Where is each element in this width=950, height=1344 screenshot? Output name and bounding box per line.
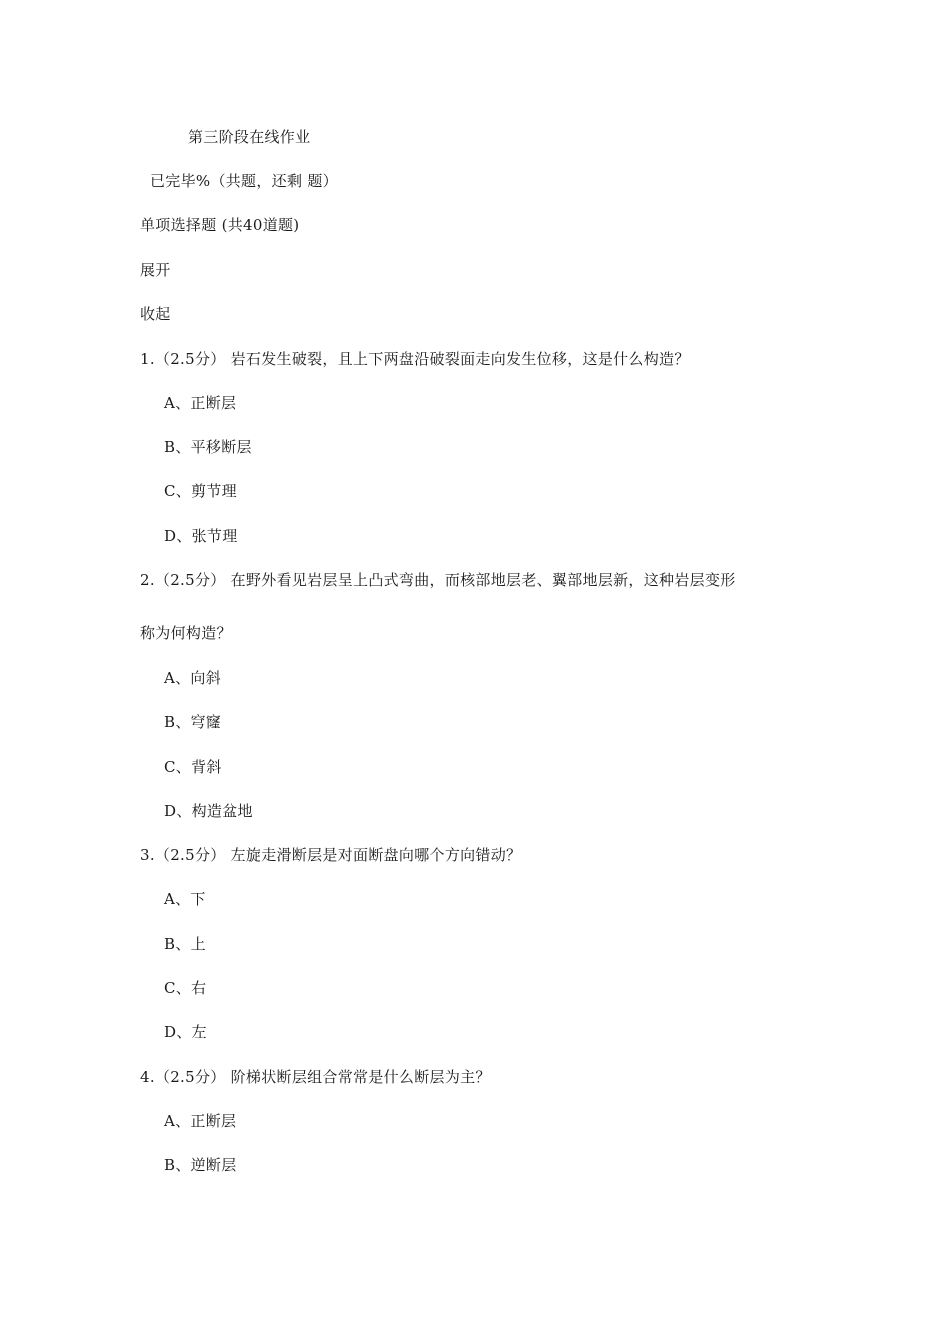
question-4-text: 4.（2.5分） 阶梯状断层组合常常是什么断层为主？ <box>140 1068 491 1086</box>
question-4-option-b[interactable]: B、逆断层 <box>164 1156 237 1174</box>
question-1-option-c[interactable]: C、剪节理 <box>164 482 237 500</box>
question-4-option-a[interactable]: A、正断层 <box>164 1112 237 1130</box>
question-2-text-continued: 称为何构造？ <box>140 624 232 642</box>
expand-link[interactable]: 展开 <box>140 261 171 279</box>
question-1-text: 1.（2.5分） 岩石发生破裂，且上下两盘沿破裂面走向发生位移，这是什么构造？ <box>140 350 690 368</box>
question-3-text: 3.（2.5分） 左旋走滑断层是对面断盘向哪个方向错动？ <box>140 846 522 864</box>
progress-status: 已完毕%（共题，还剩 题） <box>150 172 338 190</box>
collapse-link[interactable]: 收起 <box>140 305 171 323</box>
question-2-option-d[interactable]: D、构造盆地 <box>164 802 253 820</box>
page-title: 第三阶段在线作业 <box>188 128 311 146</box>
question-3-option-c[interactable]: C、右 <box>164 979 207 997</box>
question-3-option-d[interactable]: D、左 <box>164 1023 207 1041</box>
question-2-text: 2.（2.5分） 在野外看见岩层呈上凸式弯曲，而核部地层老、翼部地层新，这种岩层变形 <box>140 571 736 589</box>
question-3-option-b[interactable]: B、上 <box>164 935 206 953</box>
question-3-option-a[interactable]: A、下 <box>164 890 206 908</box>
question-1-option-d[interactable]: D、张节理 <box>164 527 238 545</box>
question-2-option-a[interactable]: A、向斜 <box>164 669 222 687</box>
question-1-option-b[interactable]: B、平移断层 <box>164 438 252 456</box>
question-2-option-b[interactable]: B、穹窿 <box>164 713 222 731</box>
question-2-option-c[interactable]: C、背斜 <box>164 758 222 776</box>
question-1-option-a[interactable]: A、正断层 <box>164 394 237 412</box>
section-heading: 单项选择题 (共40道题) <box>140 216 300 234</box>
